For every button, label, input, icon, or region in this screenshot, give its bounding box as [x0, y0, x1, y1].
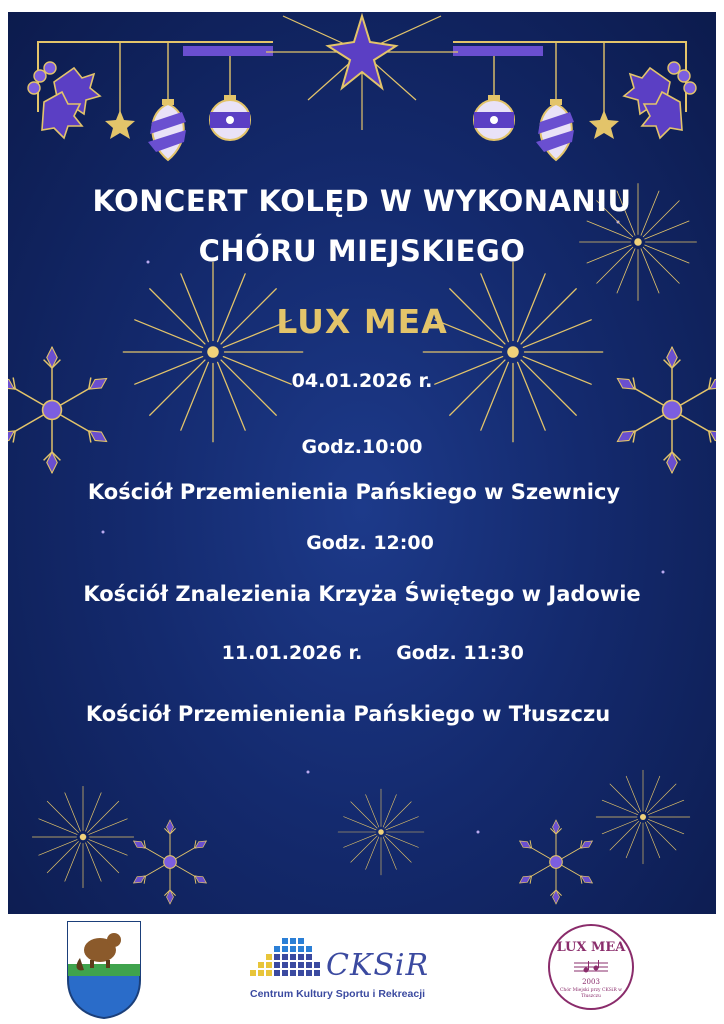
cksir-logo-text: CKSiR [326, 948, 430, 983]
concert-date-2: 11.01.2026 r. [221, 642, 363, 664]
concert-date-1: 04.01.2026 r. [291, 370, 433, 392]
municipal-coat-of-arms [66, 920, 142, 1020]
concert-time-3: Godz. 11:30 [396, 642, 524, 664]
title-line-2: CHÓRU MIEJSKIEGO [198, 234, 526, 268]
venue-2: Kościół Znalezienia Krzyża Świętego w Jadowie [83, 582, 641, 606]
cksir-logo [248, 932, 448, 1012]
lux-mea-logo-year: 2003 [582, 978, 600, 986]
venue-1: Kościół Przemienienia Pańskiego w Szewnicy [87, 480, 621, 504]
lux-mea-logo [548, 924, 634, 1010]
poster [8, 12, 716, 914]
concert-time-2: Godz. 12:00 [306, 532, 434, 554]
title-line-1: KONCERT KOLĘD W WYKONANIU [92, 184, 632, 218]
lux-mea-logo-text: LUX MEA [556, 940, 626, 955]
lux-mea-logo-caption: Chór Miejski przy CKSiR w Tłuszczu [559, 988, 622, 999]
cksir-full-name: Centrum Kultury Sportu i Rekreacji [250, 988, 426, 1000]
choir-name: LUX MEA [276, 302, 448, 341]
christmas-decorations [8, 12, 716, 914]
venue-3: Kościół Przemienienia Pańskiego w Tłuszczu [85, 702, 611, 726]
music-staff-icon [574, 960, 608, 976]
cksir-bars-icon [248, 932, 328, 988]
concert-time-1: Godz.10:00 [301, 436, 423, 458]
footer-logos [0, 914, 724, 1024]
